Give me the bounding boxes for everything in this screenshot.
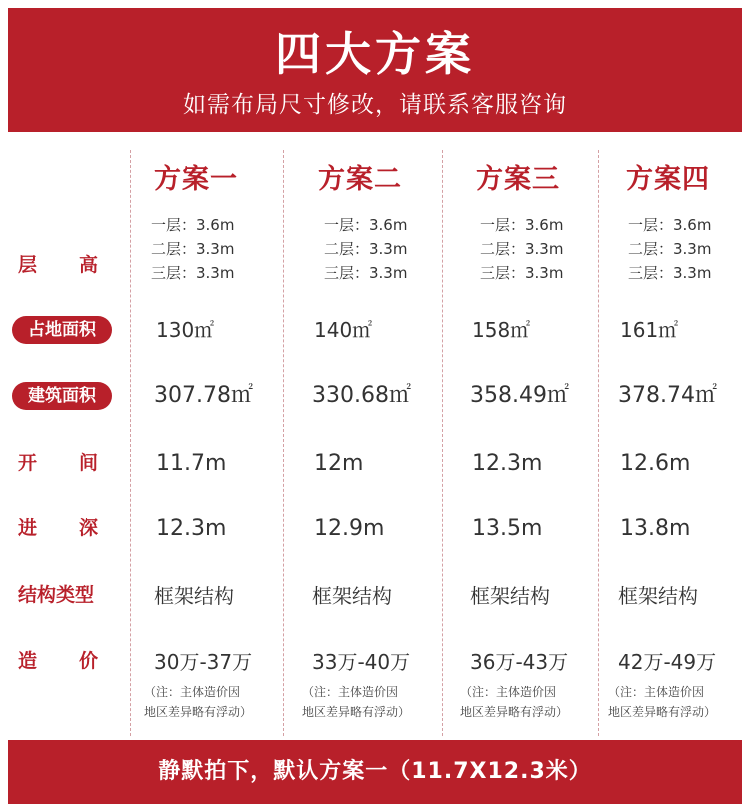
header-banner xyxy=(8,8,742,132)
plan-price-note: （注：主体造价因 地区差异略有浮动） xyxy=(302,685,411,719)
plan-land-area: 161㎡ xyxy=(620,318,679,342)
plan-depth: 13.5m xyxy=(472,516,543,541)
plan-price: 33万-40万 xyxy=(312,650,411,674)
column-divider xyxy=(598,150,599,736)
plan-price-note: （注：主体造价因 地区差异略有浮动） xyxy=(460,685,569,719)
column-divider xyxy=(442,150,443,736)
plan-floor-heights: 一层：3.6m 二层：3.3m 三层：3.3m xyxy=(151,216,235,282)
default-plan-notice: 静默拍下，默认方案一（11.7X12.3米） xyxy=(158,759,592,784)
plan-structure: 框架结构 xyxy=(312,584,392,608)
column-divider xyxy=(130,150,131,736)
row-label-width: 开 间 xyxy=(18,452,98,474)
row-label-structure: 结构类型 xyxy=(18,584,95,606)
plan-structure: 框架结构 xyxy=(618,584,698,608)
page-title: 四大方案 xyxy=(275,27,475,81)
plan-price: 30万-37万 xyxy=(154,650,253,674)
plan-price-note: （注：主体造价因 地区差异略有浮动） xyxy=(608,685,717,719)
plan-land-area: 158㎡ xyxy=(472,318,531,342)
row-label-price: 造 价 xyxy=(18,650,98,672)
plan-width: 12.3m xyxy=(472,451,543,476)
plan-width: 12m xyxy=(314,451,364,476)
plan-width: 12.6m xyxy=(620,451,691,476)
plan-floor-heights: 一层：3.6m 二层：3.3m 三层：3.3m xyxy=(324,216,408,282)
plan-structure: 框架结构 xyxy=(470,584,550,608)
plan-title: 方案二 xyxy=(318,164,402,195)
row-label-building-area: 建筑面积 xyxy=(12,382,112,410)
row-label-land-area: 占地面积 xyxy=(12,316,112,344)
plan-title: 方案四 xyxy=(626,164,710,195)
row-label-height: 层 高 xyxy=(18,254,98,276)
plan-price: 36万-43万 xyxy=(470,650,569,674)
plan-building-area: 307.78㎡ xyxy=(154,383,253,408)
footer-banner xyxy=(8,740,742,804)
plan-depth: 13.8m xyxy=(620,516,691,541)
plan-title: 方案三 xyxy=(476,164,560,195)
plan-depth: 12.3m xyxy=(156,516,227,541)
plan-floor-heights: 一层：3.6m 二层：3.3m 三层：3.3m xyxy=(480,216,564,282)
plan-width: 11.7m xyxy=(156,451,227,476)
plan-floor-heights: 一层：3.6m 二层：3.3m 三层：3.3m xyxy=(628,216,712,282)
plan-price-note: （注：主体造价因 地区差异略有浮动） xyxy=(144,685,253,719)
plan-building-area: 378.74㎡ xyxy=(618,383,717,408)
column-divider xyxy=(283,150,284,736)
row-label-depth: 进 深 xyxy=(18,517,98,539)
plan-structure: 框架结构 xyxy=(154,584,234,608)
plan-building-area: 358.49㎡ xyxy=(470,383,569,408)
plan-land-area: 130㎡ xyxy=(156,318,215,342)
plan-title: 方案一 xyxy=(154,164,238,195)
plan-land-area: 140㎡ xyxy=(314,318,373,342)
plan-price: 42万-49万 xyxy=(618,650,717,674)
plan-depth: 12.9m xyxy=(314,516,385,541)
plan-building-area: 330.68㎡ xyxy=(312,383,411,408)
page-subtitle: 如需布局尺寸修改，请联系客服咨询 xyxy=(183,92,567,118)
